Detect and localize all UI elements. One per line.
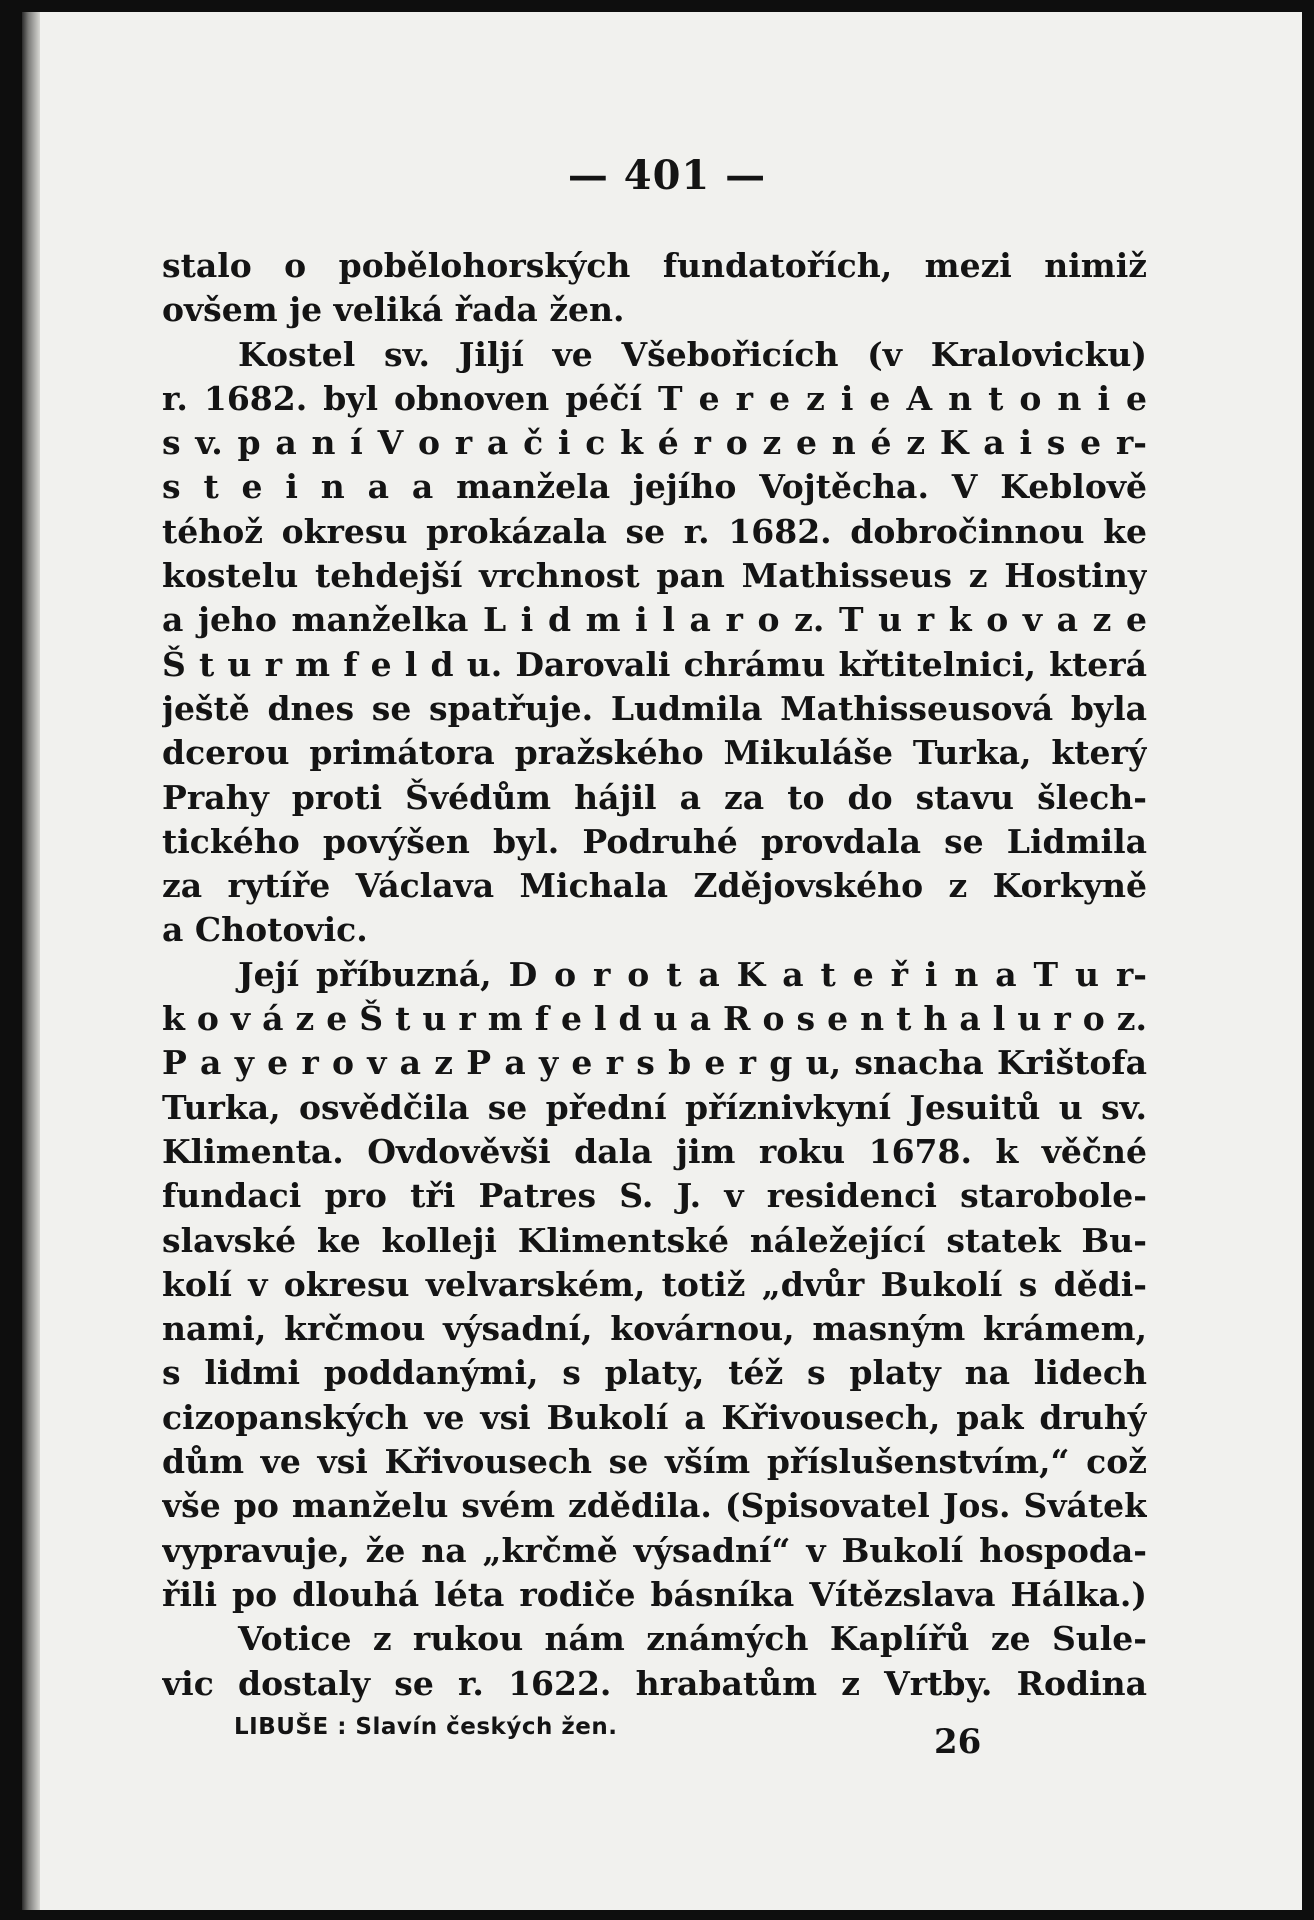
text-line: řili po dlouhá léta rodiče básníka Vítězslava Hálka.) — [162, 1574, 1147, 1614]
text-line: s lidmi poddanými, s platy, též s platy na lidech — [162, 1353, 1147, 1393]
text-line: cizopanských ve vsi Bukolí a Křivousech, pak druhý — [162, 1397, 1147, 1437]
text-line: dcerou primátora pražského Mikuláše Turka, který — [162, 733, 1147, 773]
body-text — [162, 244, 1147, 1706]
book-page — [22, 12, 1302, 1910]
text-line: kolí v okresu velvarském, totiž „dvůr Bukolí s dědi- — [162, 1264, 1147, 1304]
text-line: Prahy proti Švédům hájil a za to do stavu šlech- — [162, 777, 1147, 817]
text-line: r. 1682. byl obnoven péčí T e r e z i e A n t o n i e — [162, 378, 1147, 418]
text-line: s t e i n a a manžela jejího Vojtěcha. V Keblově — [162, 467, 1147, 507]
text-line: k o v á z e Š t u r m f e l d u a R o s e n t h a l u r o z. — [162, 999, 1147, 1039]
signature-mark: 26 — [934, 1722, 982, 1762]
text-line: a jeho manželka L i d m i l a r o z. T u r k o v a z e — [162, 600, 1147, 640]
text-line: Její příbuzná, D o r o t a K a t e ř i n a T u r- — [238, 954, 1147, 994]
page-number: — 401 — — [567, 152, 767, 199]
text-line: Š t u r m f e l d u. Darovali chrámu křtitelnici, která — [162, 644, 1147, 684]
text-line: Turka, osvědčila se přední příznivkyní Jesuitů u sv. — [162, 1087, 1147, 1127]
text-line: za rytíře Václava Michala Zdějovského z Korkyně — [162, 866, 1147, 906]
text-line: fundaci pro tři Patres S. J. v residenci starobole- — [162, 1176, 1147, 1216]
text-line: nami, krčmou výsadní, kovárnou, masným krámem, — [162, 1309, 1147, 1349]
text-line: dům ve vsi Křivousech se vším příslušenstvím,“ což — [162, 1442, 1147, 1482]
text-line: vic dostaly se r. 1622. hrabatům z Vrtby. Rodina — [162, 1663, 1147, 1703]
text-line: Klimenta. Ovdověvši dala jim roku 1678. k věčné — [162, 1131, 1147, 1171]
text-line: stalo o pobělohorských fundatořích, mezi nimiž — [162, 246, 1147, 285]
text-line: tického povýšen byl. Podruhé provdala se Lidmila — [162, 821, 1147, 861]
text-line: P a y e r o v a z P a y e r s b e r g u, snacha Krištofa — [162, 1043, 1147, 1083]
text-line: téhož okresu prokázala se r. 1682. dobročinnou ke — [162, 511, 1147, 551]
text-line: vše po manželu svém zdědila. (Spisovatel Jos. Svátek — [162, 1486, 1147, 1526]
text-line: vypravuje, že na „krčmě výsadní“ v Bukolí hospoda- — [162, 1530, 1147, 1570]
footer-title: LIBUŠE : Slavín českých žen. — [234, 1714, 618, 1740]
text-line: slavské ke kolleji Klimentské náležející statek Bu- — [162, 1220, 1147, 1260]
text-line: s v. p a n í V o r a č i c k é r o z e n é z K a i s e r- — [162, 423, 1147, 463]
text-line: ovšem je veliká řada žen. — [162, 290, 625, 330]
page-binding-edge — [22, 12, 40, 1910]
text-line: ještě dnes se spatřuje. Ludmila Mathisseusová byla — [162, 688, 1147, 728]
text-line: kostelu tehdejší vrchnost pan Mathisseus z Hostiny — [162, 556, 1147, 596]
text-line: Votice z rukou nám známých Kaplířů ze Sule- — [238, 1619, 1147, 1659]
text-line: a Chotovic. — [162, 910, 368, 950]
text-line: Kostel sv. Jiljí ve Všebořicích (v Kralovicku) — [238, 334, 1147, 374]
